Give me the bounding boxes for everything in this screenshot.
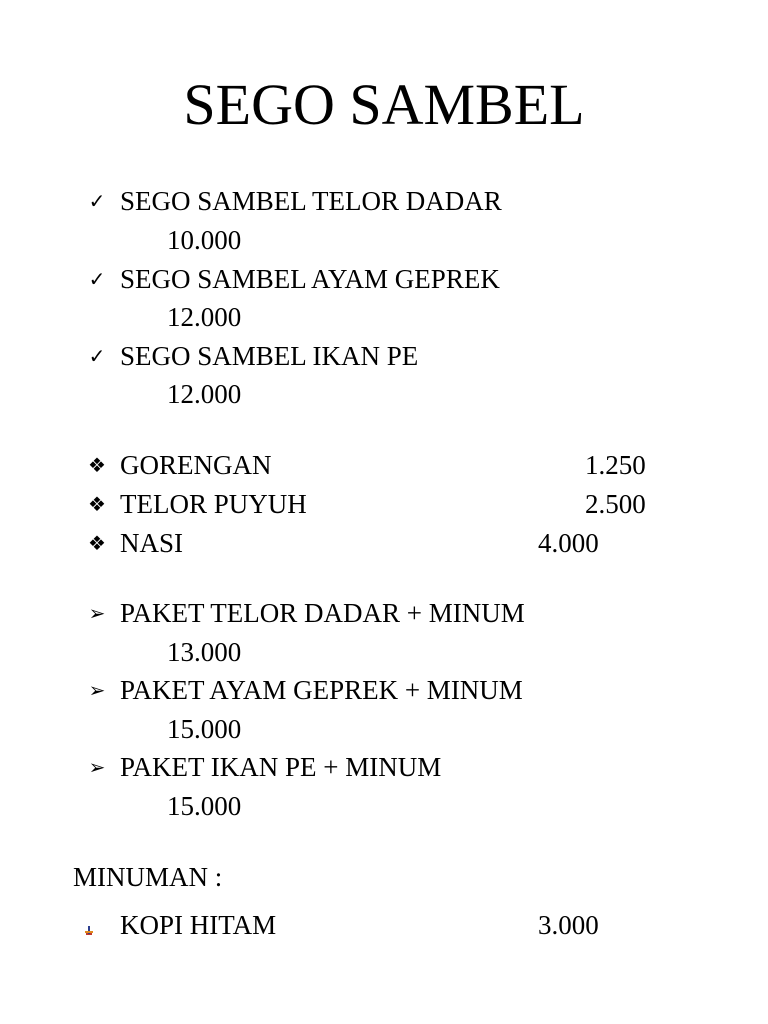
- small-marker-icon: [82, 923, 94, 937]
- paket-item-price: 15.000: [167, 714, 242, 744]
- menu-item-name: SEGO SAMBEL IKAN PE: [120, 341, 419, 371]
- side-item-price: 4.000: [538, 528, 599, 558]
- side-item-name: TELOR PUYUH: [120, 489, 307, 519]
- menu-item-price: 12.000: [167, 302, 242, 332]
- menu-item-price: 12.000: [167, 379, 242, 409]
- paket-item-name: PAKET AYAM GEPREK + MINUM: [120, 675, 523, 705]
- menu-title: SEGO SAMBEL: [183, 72, 585, 137]
- paket-item-name: PAKET IKAN PE + MINUM: [120, 752, 442, 782]
- arrow-bullet-icon: ➢: [88, 601, 106, 625]
- drink-item-price: 3.000: [538, 910, 599, 940]
- side-item-name: GORENGAN: [120, 450, 272, 480]
- drinks-heading: MINUMAN :: [73, 862, 223, 892]
- side-item-name: NASI: [120, 528, 184, 558]
- paket-item-price: 15.000: [167, 791, 242, 821]
- checkmark-icon: ✓: [88, 344, 106, 368]
- side-item-price: 1.250: [585, 450, 646, 480]
- menu-item-name: SEGO SAMBEL AYAM GEPREK: [120, 264, 500, 294]
- menu-item-price: 10.000: [167, 225, 242, 255]
- checkmark-icon: ✓: [88, 267, 106, 291]
- checkmark-icon: ✓: [88, 189, 106, 213]
- diamond-bullet-icon: ❖: [88, 453, 106, 477]
- diamond-bullet-icon: ❖: [88, 531, 106, 555]
- menu-item-name: SEGO SAMBEL TELOR DADAR: [120, 186, 502, 216]
- paket-item-price: 13.000: [167, 637, 242, 667]
- diamond-bullet-icon: ❖: [88, 492, 106, 516]
- paket-item-name: PAKET TELOR DADAR + MINUM: [120, 598, 525, 628]
- arrow-bullet-icon: ➢: [88, 755, 106, 779]
- drink-item-name: KOPI HITAM: [120, 910, 277, 940]
- arrow-bullet-icon: ➢: [88, 678, 106, 702]
- side-item-price: 2.500: [585, 489, 646, 519]
